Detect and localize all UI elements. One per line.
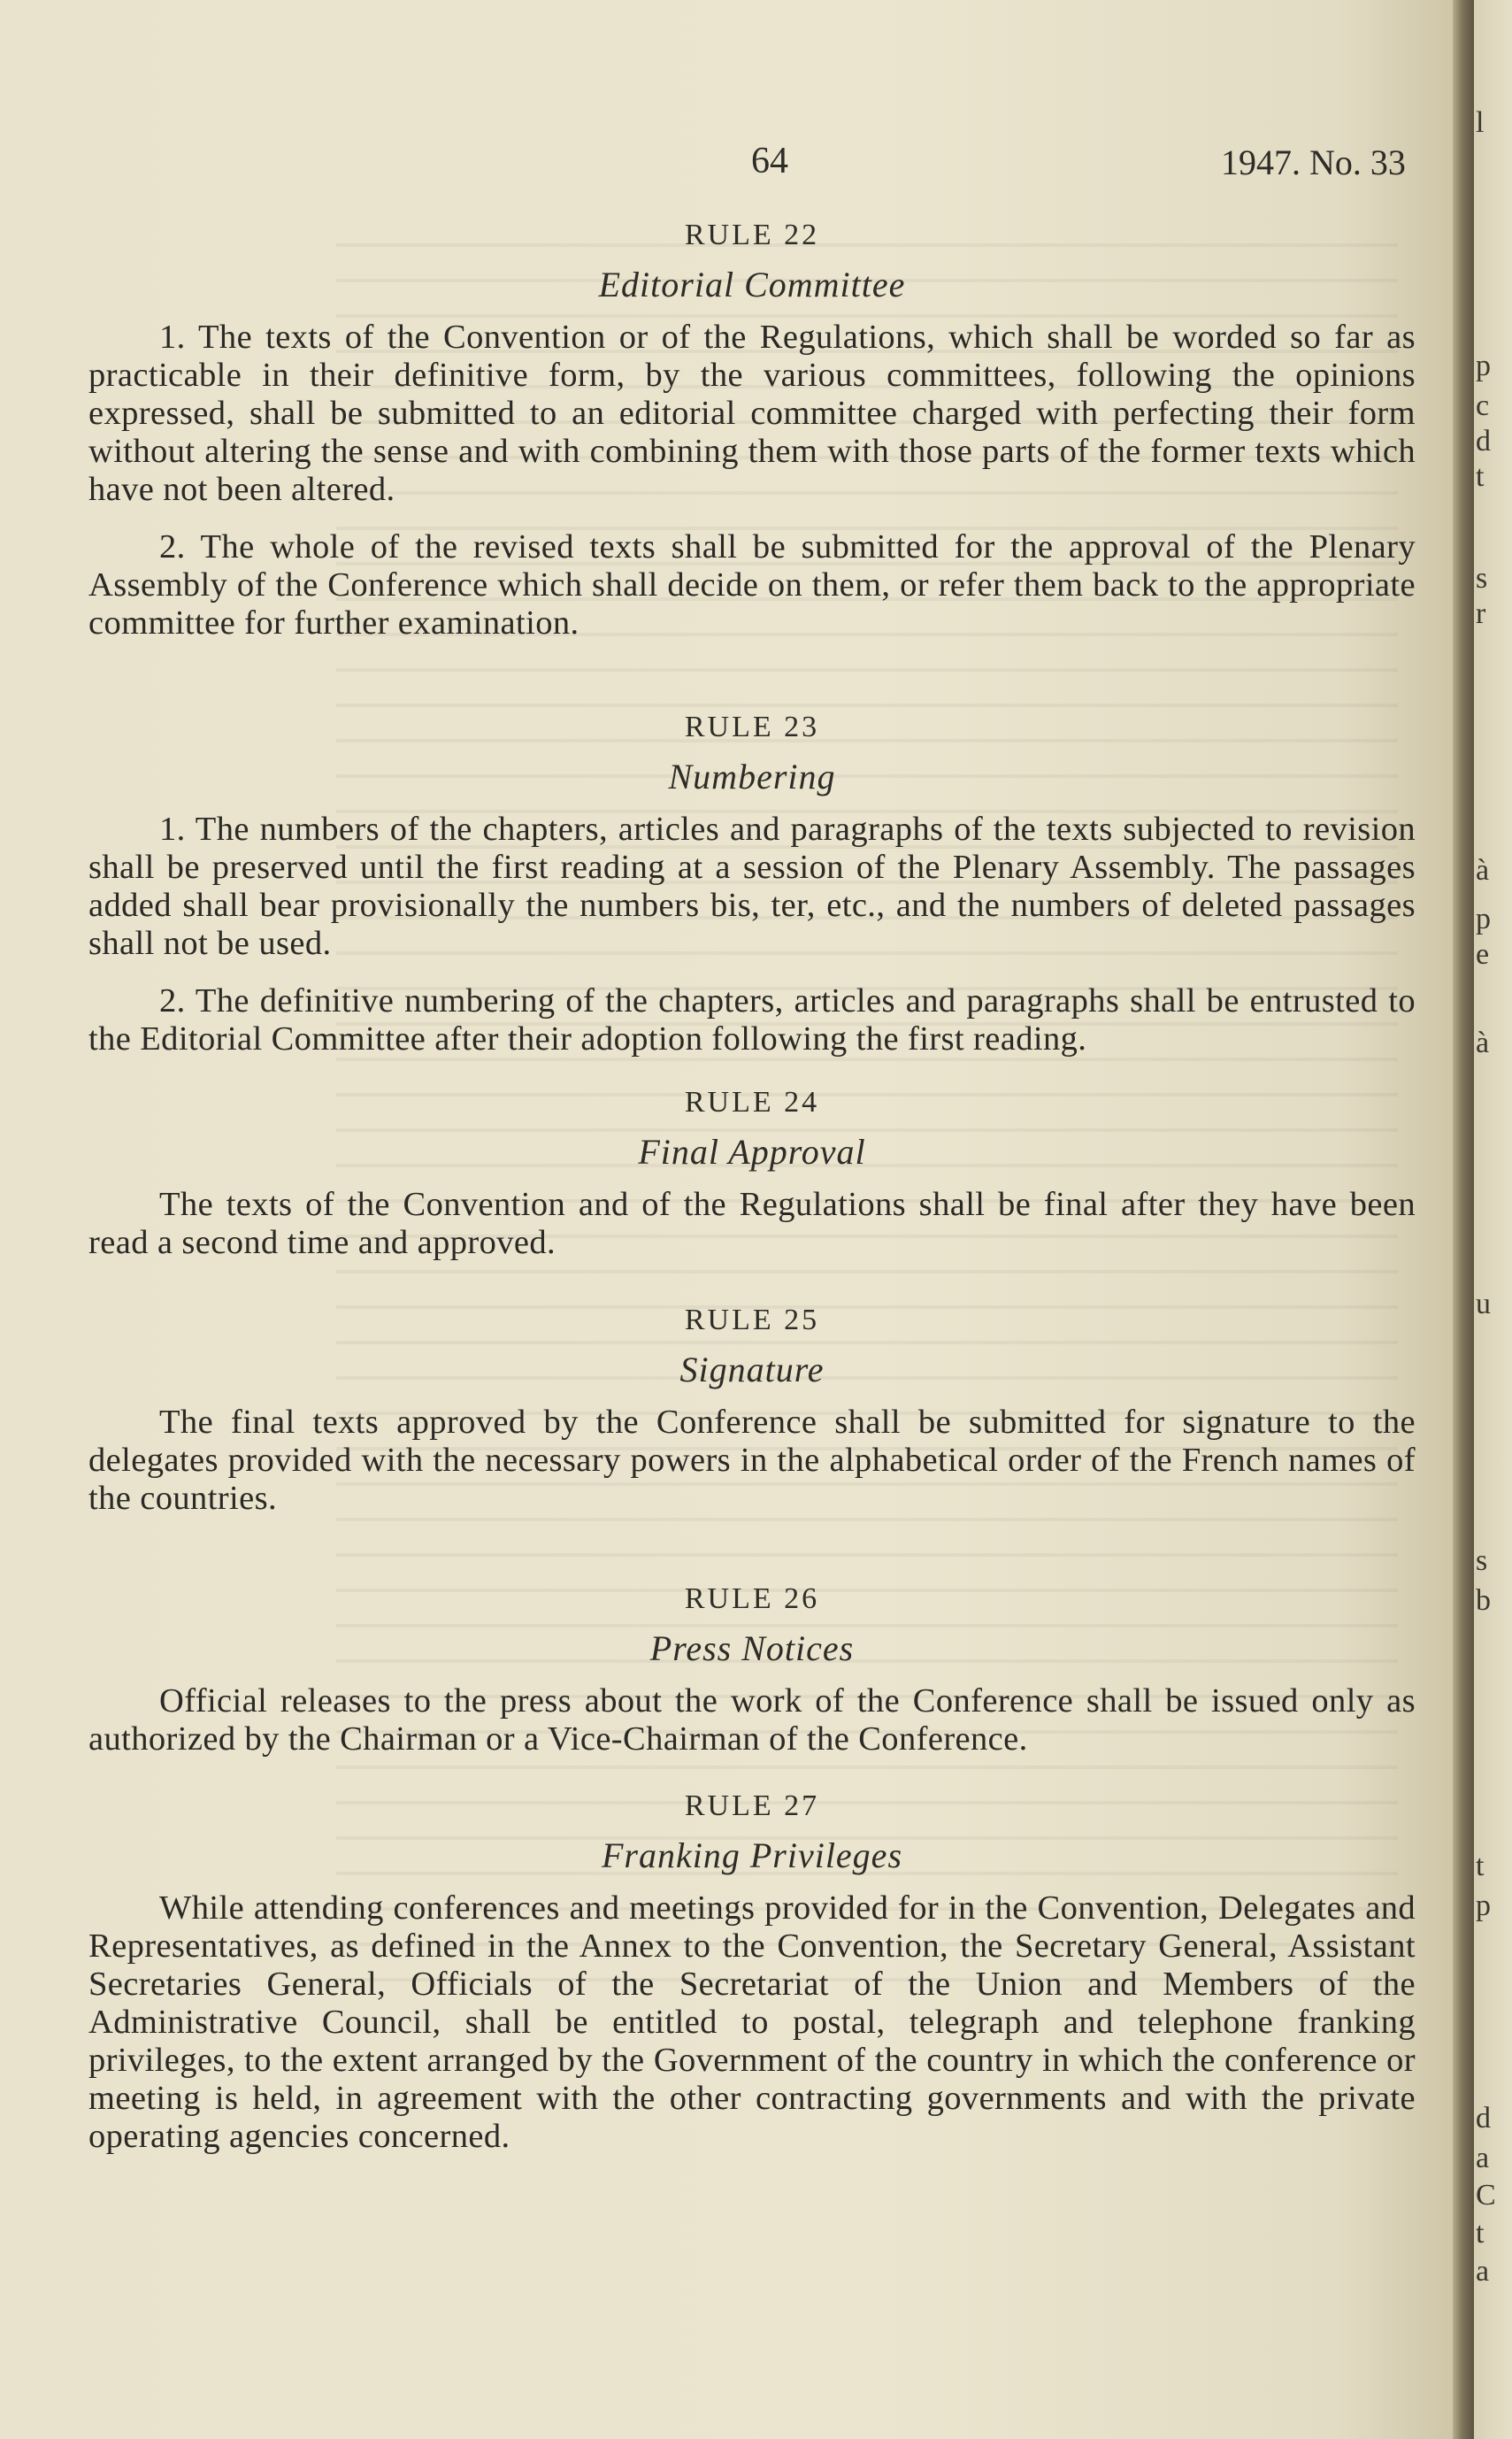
paragraph-text: 2. The definitive numbering of the chapters, articles and paragraphs shall be entrusted to the Editorial Committee after their adoption following the first reading.: [88, 982, 1416, 1058]
adjacent-fragment: C: [1476, 2179, 1496, 2212]
document-reference: 1947. No. 33: [1221, 142, 1406, 182]
adjacent-fragment: à: [1476, 1027, 1490, 1059]
rule-label: RULE 27: [684, 1789, 820, 1822]
rule-label: RULE 26: [684, 1582, 820, 1615]
adjacent-fragment: s: [1476, 562, 1488, 595]
rule-label: RULE 22: [684, 219, 820, 251]
rule-23-section: [88, 704, 1416, 1058]
rule-title: Numbering: [668, 757, 836, 796]
paragraph: [88, 811, 1416, 963]
adjacent-fragment: a: [1476, 2255, 1490, 2288]
rule-27-section: [88, 1783, 1416, 2156]
adjacent-fragment: b: [1476, 1584, 1491, 1617]
adjacent-fragment: t: [1476, 1850, 1485, 1882]
rule-title: Press Notices: [649, 1628, 855, 1668]
rule-26-section: [88, 1576, 1416, 1758]
page-body: [88, 212, 1416, 2156]
paragraph: [88, 319, 1416, 509]
rule-label: RULE 25: [684, 1304, 820, 1336]
paragraph-text: 2. The whole of the revised texts shall be submitted for the approval of the Plenary Assembly of the Conference which shall decide on them, or refer them back to the appropriate committee for further examination.: [88, 528, 1416, 642]
adjacent-fragment: d: [1476, 2102, 1491, 2135]
paragraph: [88, 1682, 1416, 1758]
adjacent-fragment: p: [1476, 1889, 1491, 1922]
rule-title: Final Approval: [638, 1132, 866, 1172]
adjacent-fragment: r: [1476, 597, 1486, 630]
rule-25-section: [88, 1297, 1416, 1518]
paragraph: [88, 528, 1416, 642]
paragraph-text: 1. The texts of the Convention or of the Regulations, which shall be worded so far as practicable in their definitive form, by the various committees, following the opinions expressed, shall be submitted to an editorial committee charged with perfecting their form without altering the sense and with combining them with those parts of the former texts which have not been altered.: [88, 319, 1416, 508]
adjacent-fragment: e: [1476, 938, 1490, 971]
rule-24-section: [88, 1080, 1416, 1262]
paragraph-text: The texts of the Convention and of the Regulations shall be final after they have been read a second time and approved.: [88, 1186, 1416, 1261]
adjacent-fragment: p: [1476, 903, 1491, 935]
paragraph: [88, 1186, 1416, 1262]
adjacent-fragment: l: [1476, 106, 1485, 139]
rule-title: Signature: [679, 1350, 825, 1389]
adjacent-fragment: u: [1476, 1288, 1491, 1320]
adjacent-fragment: s: [1476, 1544, 1488, 1577]
rule-label: RULE 23: [684, 711, 820, 743]
rule-22-section: [88, 212, 1416, 642]
page-number: 64: [751, 141, 788, 181]
paragraph: [88, 982, 1416, 1058]
adjacent-fragment: p: [1476, 350, 1491, 382]
paragraph: [88, 1404, 1416, 1518]
rule-title: Franking Privileges: [601, 1835, 903, 1875]
book-gutter: [1453, 0, 1474, 2439]
paragraph: [88, 1889, 1416, 2156]
adjacent-page-edge: [1474, 0, 1512, 2439]
rule-title: Editorial Committee: [598, 265, 906, 304]
paragraph-text: 1. The numbers of the chapters, articles and paragraphs of the texts subjected to revision shall be preserved until the first reading at a session of the Plenary Assembly. The passages added shall bear provisionally the numbers bis, ter, etc., and the numbers of deleted passages shall not be used.: [88, 811, 1416, 962]
paragraph-text: While attending conferences and meetings provided for in the Convention, Delegates and Representatives, as defined in the Annex to the Convention, the Secretary General, Assistant Secretaries General, Officials of the Secretariat of the Union and Members of the Administrative Council, shall be entitled to postal, telegraph and telephone franking privileges, to the extent arranged by the Government of the country in which the conference or meeting is held, in agreement with the other contracting governments and with the private operating agencies concerned.: [88, 1889, 1416, 2155]
paragraph-text: Official releases to the press about the work of the Conference shall be issued only as authorized by the Chairman or a Vice-Chairman of the Conference.: [88, 1682, 1416, 1758]
adjacent-fragment: d: [1476, 425, 1491, 458]
adjacent-fragment: a: [1476, 2142, 1490, 2174]
rule-label: RULE 24: [684, 1086, 820, 1119]
adjacent-fragment: c: [1476, 389, 1490, 422]
adjacent-fragment: t: [1476, 460, 1485, 493]
adjacent-fragment: à: [1476, 854, 1490, 887]
adjacent-fragment: t: [1476, 2217, 1485, 2250]
paragraph-text: The final texts approved by the Conference shall be submitted for signature to the delegates provided with the necessary powers in the alphabetical order of the French names of the countries.: [88, 1404, 1416, 1517]
